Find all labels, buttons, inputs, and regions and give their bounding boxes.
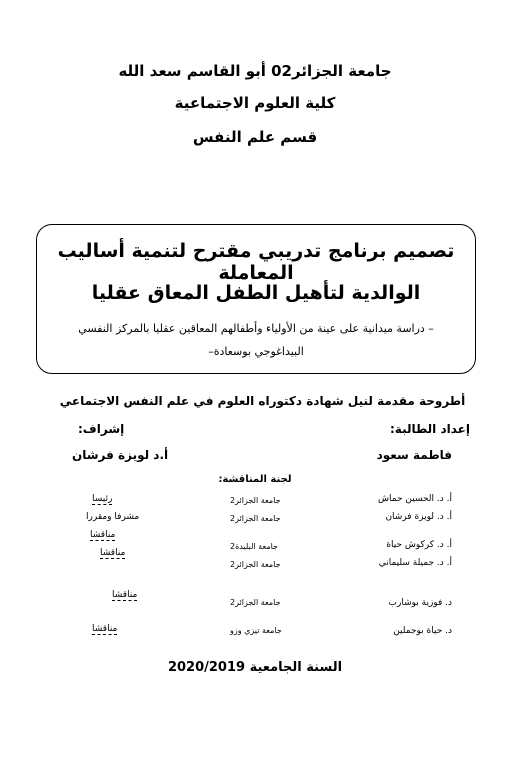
department-name: قسم علم النفس [192,128,318,146]
committee-member-role: رئيسا [92,494,113,504]
committee-member-role: مناقشا [100,548,126,558]
faculty-name: كلية العلوم الاجتماعية [174,94,336,112]
committee-member-university: جامعة الجزائر2 [230,496,281,505]
committee-title: لجنة المناقشة: [218,474,292,485]
committee-member-name: أ. د. كركوش حياة [386,540,452,550]
committee-member-university: جامعة البليدة2 [230,542,278,551]
committee-member-name: د. حياة بوجملين [393,626,452,636]
committee-member-role: مناقشا [112,590,138,600]
committee-member-name: أ. د. لويزة فرشان [385,512,452,522]
committee-member-name: أ. د. الحسين حماش [378,494,452,504]
prepared-by-label: إعداد الطالبة: [390,422,470,436]
supervision-label: إشراف: [78,422,125,436]
committee-member-university: جامعة الجزائر2 [230,514,281,523]
academic-year: السنة الجامعية 2020/2019 [167,660,343,675]
thesis-title-line-1: تصميم برنامج تدريبي مقترح لتنمية أساليب المعاملة [57,240,455,284]
committee-member-university: جامعة الجزائر2 [230,598,281,607]
university-name: جامعة الجزائر02 أبو القاسم سعد الله [118,62,392,80]
committee-member-university: جامعة تيزي وزو [230,626,282,635]
committee-member-role: مشرفا ومقررا [86,512,140,522]
committee-member-name: أ. د. جميلة سليماني [378,558,452,568]
thesis-subtitle-line-2: البيداغوجي بوسعادة– [208,345,304,358]
thesis-statement: أطروحة مقدمة لنيل شهادة دكتوراه العلوم في علم النفس الاجتماعي [59,394,466,408]
thesis-title-line-2: الوالدية لتأهيل الطفل المعاق عقليا [91,282,421,304]
student-name: فاطمة سعود [376,448,452,462]
committee-member-university: جامعة الجزائر2 [230,560,281,569]
supervisor-name: أ.د لويزة فرشان [72,448,169,462]
committee-member-name: د. فوزية بوشارب [388,598,452,608]
committee-member-role: مناقشا [92,624,118,634]
thesis-subtitle-line-1: – دراسة ميدانية على عينة من الأولياء وأطفالهم المعاقين عقليا بالمركز النفسي [78,322,434,335]
committee-member-role: مناقشا [90,530,116,540]
